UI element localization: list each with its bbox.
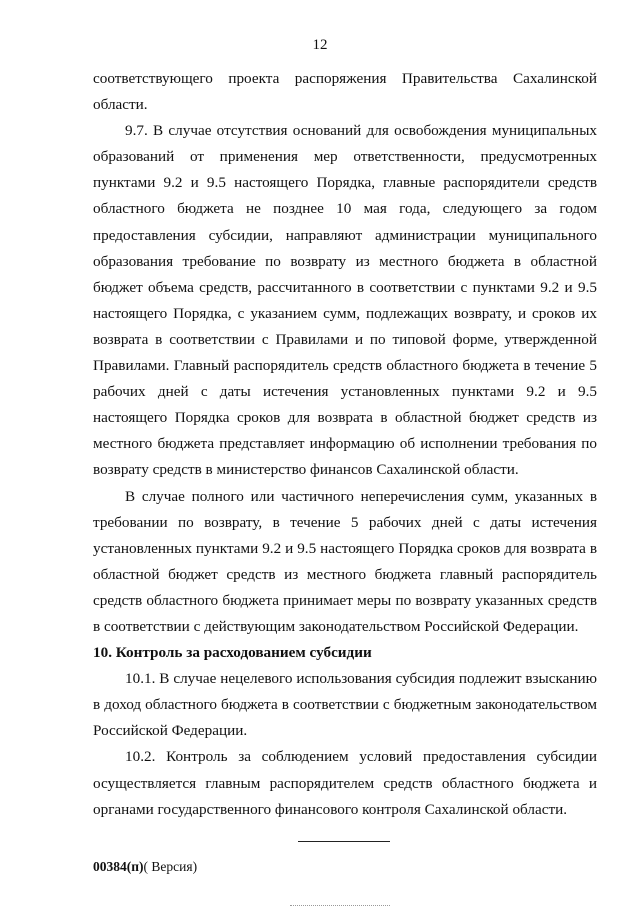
scan-artifact-line bbox=[290, 905, 390, 906]
end-divider-line bbox=[298, 841, 390, 842]
paragraph-continuation: соответствующего проекта распоряжения Правительства Сахалинской области. bbox=[93, 70, 597, 114]
document-version: ( Версия) bbox=[143, 859, 198, 874]
document-body bbox=[93, 66, 597, 823]
document-footer bbox=[93, 859, 197, 875]
section-heading-10: 10. Контроль за расходованием субсидии bbox=[93, 644, 372, 662]
page-number: 12 bbox=[312, 37, 328, 53]
paragraph-non-transfer: В случае полного или частичного неперечисления сумм, указанных в требовании по возврату, в течение 5 рабочих дней с даты истечения установленных пунктами 9.2 и 9.5 настоящего Порядка сроков для возврата в областной бюджет средств из местного бюджета главный распорядитель средств областного бюджета принимает меры по возврату указанных средств в соответствии с действующим законодательством Российской Федерации. bbox=[93, 487, 597, 635]
paragraph-10-1: 10.1. В случае нецелевого использования субсидия подлежит взысканию в доход областного бюджета в соответствии с бюджетным законодательством Российской Федерации. bbox=[93, 670, 597, 740]
document-code: 00384(п) bbox=[93, 859, 144, 874]
paragraph-10-2: 10.2. Контроль за соблюдением условий предоставления субсидии осуществляется главным распорядителем средств областного бюджета и органами государственного финансового контроля Сахалинской области. bbox=[93, 748, 597, 818]
paragraph-9-7: 9.7. В случае отсутствия оснований для освобождения муниципальных образований от применения мер ответственности, предусмотренных пунктами 9.2 и 9.5 настоящего Порядка, главные распорядители средств областного бюджета не позднее 10 мая года, следующего за годом предоставления субсидии, направляют администрации муниципального образования требование по возврату из местного бюджета в областной бюджет объема средств, рассчитанного в соответствии с пунктами 9.2 и 9.5 настоящего Порядка, с указанием сумм, подлежащих возврату, и сроков их возврата в соответствии с Правилами и по типовой форме, утвержденной Правилами. Главный распорядитель средств областного бюджета в течение 5 рабочих дней с даты истечения установленных пунктами 9.2 и 9.5 настоящего Порядка сроков для возврата в областной бюджет средств из местного бюджета представляет информацию об исполнении требования по возврату средств в министерство финансов Сахалинской области. bbox=[93, 122, 597, 479]
